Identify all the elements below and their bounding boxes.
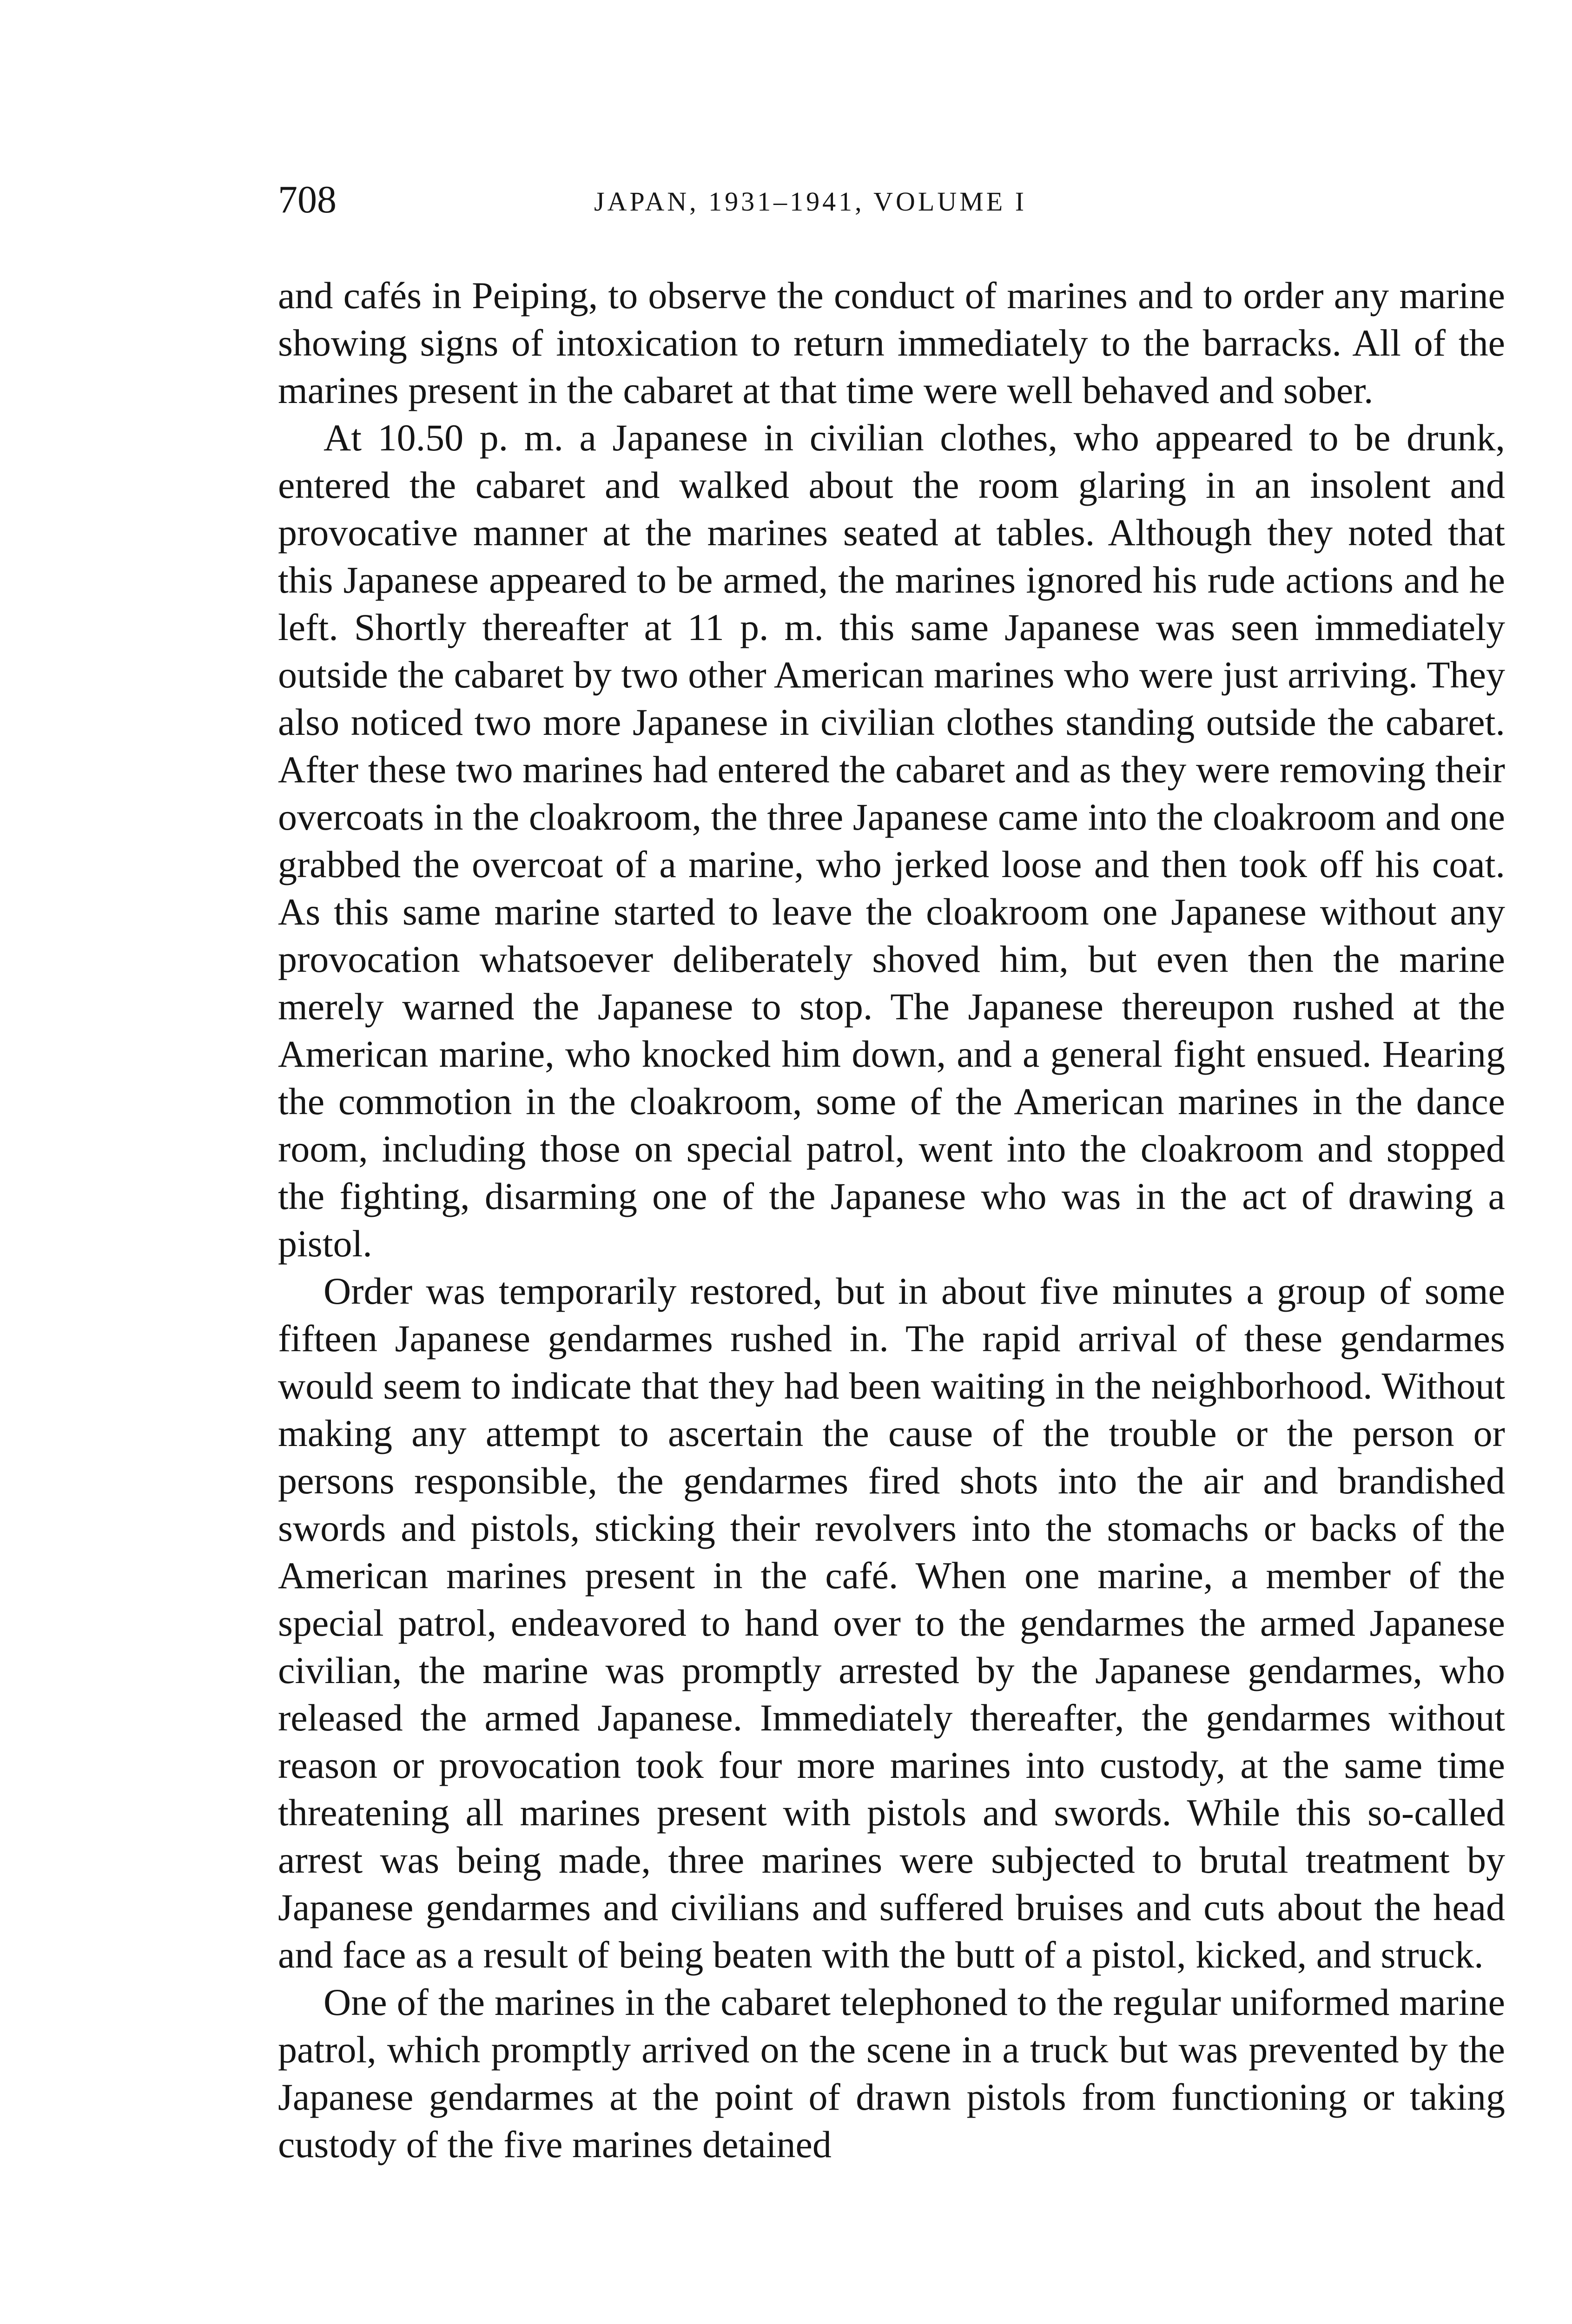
paragraph-marine-patrol: One of the marines in the cabaret telephoned to the regular uniformed marine patrol, which promptly arrived on the scene in a truck but was prevented by the Japanese gendarmes at the point of drawn pistols from functioning or taking custody of the five marines detained: [278, 1981, 1505, 2166]
paragraph-cabaret-incident: At 10.50 p. m. a Japanese in civilian clothes, who appeared to be drunk, entered the cabaret and walked about the room glaring in an insolent and provocative manner at the marines seated at tables. Although they noted that this Japanese appeared to be armed, the marines ignored his rude actions and he left. Shortly thereafter at 11 p. m. this same Japanese was seen immediately outside the cabaret by two other American marines who were just arriving. They also noticed two more Japanese in civilian clothes standing outside the cabaret. After these two marines had entered the cabaret and as they were removing their overcoats in the cloakroom, the three Japanese came into the cloakroom and one grabbed the overcoat of a marine, who jerked loose and then took off his coat. As this same marine started to leave the cloakroom one Japanese without any provocation whatsoever deliberately shoved him, but even then the marine merely warned the Japanese to stop. The Japanese thereupon rushed at the American marine, who knocked him down, and a general fight ensued. Hearing the commotion in the cloakroom, some of the American marines in the dance room, including those on special patrol, went into the cloakroom and stopped the fighting, disarming one of the Japanese who was in the act of drawing a pistol.: [278, 416, 1505, 1265]
paragraph-continuation: and cafés in Peiping, to observe the conduct of marines and to order any marine showing signs of intoxication to return immediately to the barracks. All of the marines present in the cabaret at that time were well behaved and sober.: [278, 274, 1505, 411]
page-header: [278, 177, 1505, 232]
body-text: [278, 272, 1505, 2168]
running-title: JAPAN, 1931–1941, VOLUME I: [594, 186, 1027, 217]
page-number: 708: [278, 178, 337, 221]
paragraph-gendarmes-arrival: Order was temporarily restored, but in about five minutes a group of some fifteen Japanese gendarmes rushed in. The rapid arrival of these gendarmes would seem to indicate that they had been waiting in the neighborhood. Without making any attempt to ascertain the cause of the trouble or the person or persons responsible, the gendarmes fired shots into the air and brandished swords and pistols, sticking their revolvers into the stomachs or backs of the American marines present in the café. When one marine, a member of the special patrol, endeavored to hand over to the gendarmes the armed Japanese civilian, the marine was promptly arrested by the Japanese gendarmes, who released the armed Japanese. Immediately thereafter, the gendarmes without reason or provocation took four more marines into custody, at the same time threatening all marines present with pistols and swords. While this so-called arrest was being made, three marines were subjected to brutal treatment by Japanese gendarmes and civilians and suffered bruises and cuts about the head and face as a result of being beaten with the butt of a pistol, kicked, and struck.: [278, 1270, 1505, 1976]
